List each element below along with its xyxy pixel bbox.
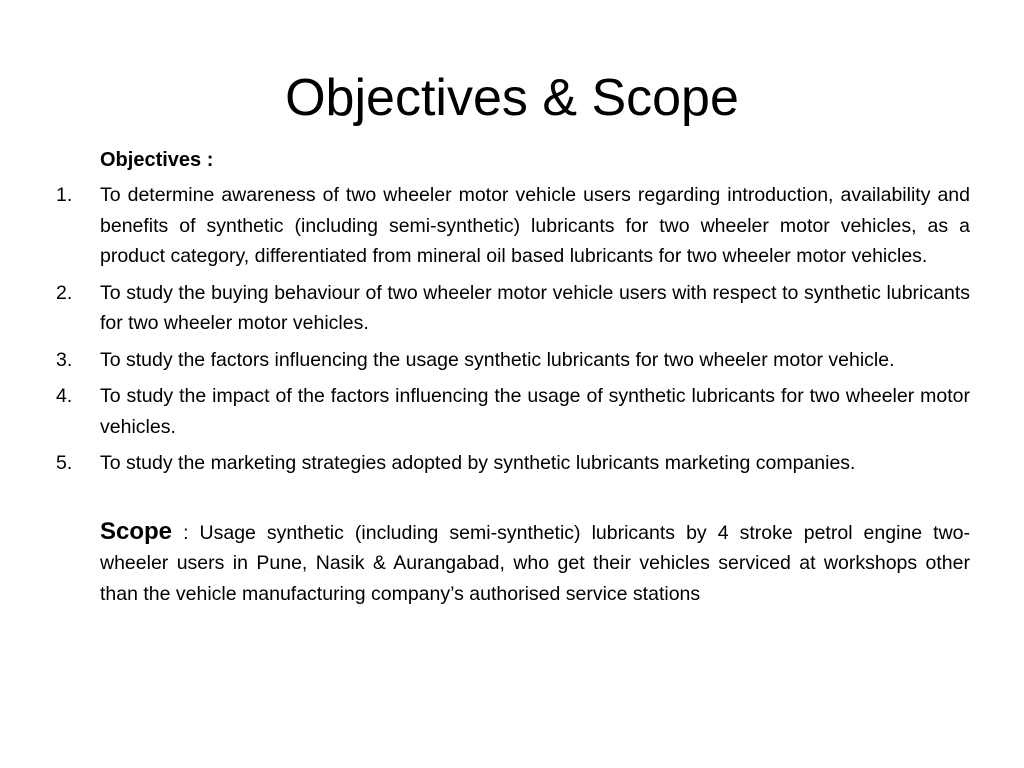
objective-text: To determine awareness of two wheeler motor vehicle users regarding introduction, availability and benefits of synthetic (including semi-synthetic) lubricants for two wheeler motor vehicles, as a product category, differentiated from mineral oil based lubricants for two wheeler motor vehicles.	[100, 184, 970, 267]
objective-number: 5.	[56, 452, 73, 474]
objective-item	[56, 448, 970, 479]
objective-number: 2.	[56, 281, 73, 304]
objective-number: 3.	[56, 348, 73, 371]
objective-item	[56, 278, 970, 339]
objective-text: To study the factors influencing the usage synthetic lubricants for two wheeler motor vehicle.	[100, 348, 895, 371]
objective-number: 4.	[56, 385, 73, 407]
objective-text: To study the marketing strategies adopted by synthetic lubricants marketing companies.	[100, 452, 856, 474]
slide-body	[56, 143, 970, 609]
objective-number: 1.	[56, 184, 73, 206]
objective-item	[56, 345, 970, 376]
objective-text: To study the impact of the factors influencing the usage of synthetic lubricants for two wheeler motor vehicles.	[100, 385, 970, 438]
scope-paragraph	[100, 517, 970, 610]
objective-text: To study the buying behaviour of two wheeler motor vehicle users with respect to synthetic lubricants for two wheeler motor vehicles.	[100, 281, 970, 334]
slide-title: Objectives & Scope	[285, 69, 739, 127]
objective-item	[56, 180, 970, 272]
scope-text: : Usage synthetic (including semi-synthetic) lubricants by 4 stroke petrol engine two-wheeler users in Pune, Nasik & Aurangabad, who get their vehicles serviced at workshops other than the vehicle manufacturing company’s authorised service stations	[100, 521, 970, 605]
objective-item	[56, 381, 970, 442]
objectives-heading: Objectives :	[100, 149, 214, 171]
scope-label: Scope	[100, 517, 173, 545]
objectives-list	[56, 180, 970, 479]
